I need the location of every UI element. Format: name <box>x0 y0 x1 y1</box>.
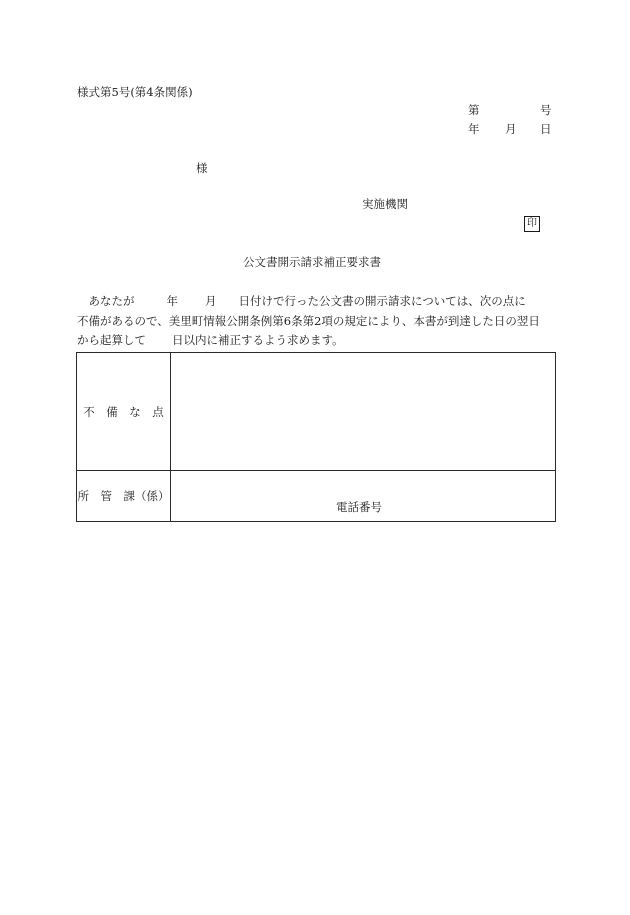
date-year: 年 <box>468 122 480 136</box>
department-field[interactable] <box>171 471 556 522</box>
body-month: 月 <box>205 294 217 308</box>
body-line-1 <box>77 292 557 312</box>
body-line1-tail: 日付けで行った公文書の開示請求については、次の点に <box>238 294 526 308</box>
seal-stamp: 印 <box>524 216 540 232</box>
document-title: 公文書開示請求補正要求書 <box>243 255 381 269</box>
body-line3-lead: から起算して <box>77 333 146 347</box>
body-line-2: 不備があるので、美里町情報公開条例第6条第2項の規定により、本書が到達した日の翌日 <box>77 313 540 328</box>
department-label: 所 管 課（係） <box>77 471 171 522</box>
body-line3-tail: 日以内に補正するよう求めます。 <box>172 333 344 347</box>
request-body-text <box>77 292 557 351</box>
deficiency-row <box>77 353 556 471</box>
form-number: 様式第5号(第4条関係) <box>77 85 193 99</box>
deficiency-field[interactable] <box>171 353 556 471</box>
body-line-3 <box>77 331 557 351</box>
phone-label: 電話番号 <box>336 500 382 514</box>
body-year: 年 <box>166 294 178 308</box>
issuing-agency: 実施機関 <box>362 197 408 211</box>
document-number-suffix: 号 <box>540 103 552 117</box>
department-row <box>77 471 556 522</box>
body-line1-lead: あなたが <box>77 294 135 308</box>
recipient-honorific: 様 <box>196 161 208 175</box>
date-month: 月 <box>505 122 517 136</box>
deficiency-label: 不 備 な 点 <box>77 353 171 471</box>
date-day: 日 <box>540 122 552 136</box>
request-table <box>76 352 556 522</box>
document-number-prefix: 第 <box>468 103 480 117</box>
